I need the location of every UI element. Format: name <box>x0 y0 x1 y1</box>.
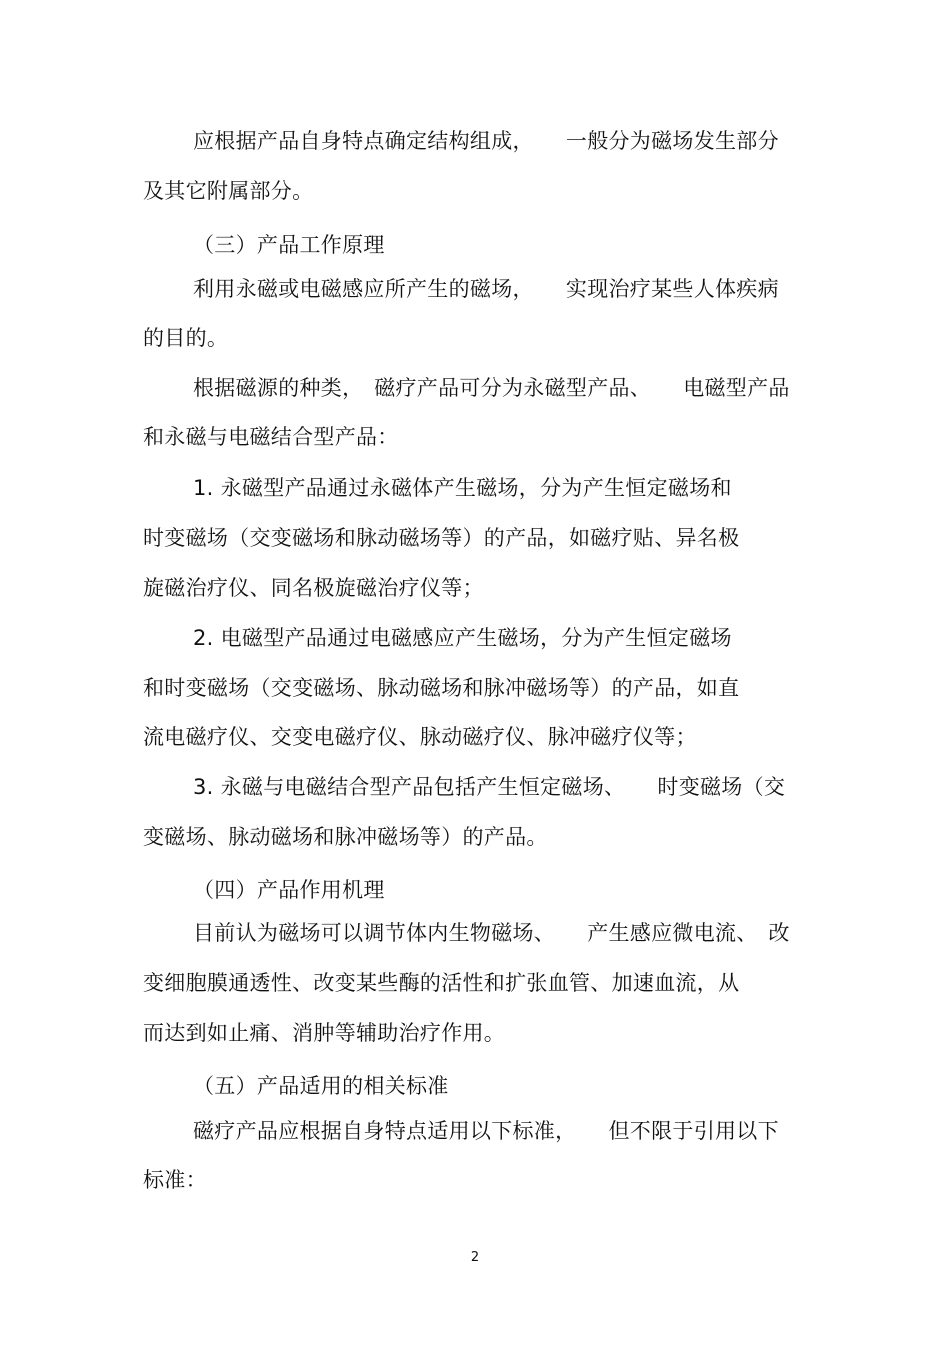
list-item: 1. 永磁型产品通过永磁体产生磁场，分为产生恒定磁场和 <box>193 476 732 500</box>
text-line: 应根据产品自身特点确定结构组成， 一般分为磁场发生部分 <box>193 129 779 153</box>
section-heading: （三）产品工作原理 <box>193 233 385 257</box>
text-line: 标准： <box>143 1168 207 1192</box>
page-number: 2 <box>470 1250 480 1265</box>
list-item: 2. 电磁型产品通过电磁感应产生磁场，分为产生恒定磁场 <box>193 626 732 650</box>
text-line: 变细胞膜通透性、改变某些酶的活性和扩张血管、加速血流，从 <box>143 971 740 995</box>
text-line: 时变磁场（交变磁场和脉动磁场等）的产品，如磁疗贴、异名极 <box>143 526 740 550</box>
section-heading: （五）产品适用的相关标准 <box>193 1074 449 1098</box>
text-line: 目前认为磁场可以调节体内生物磁场、 产生感应微电流、 改 <box>193 921 790 945</box>
section-heading: （四）产品作用机理 <box>193 878 385 902</box>
text-line: 变磁场、脉动磁场和脉冲磁场等）的产品。 <box>143 825 548 849</box>
list-item: 3. 永磁与电磁结合型产品包括产生恒定磁场、 时变磁场（交 <box>193 775 786 799</box>
text-line: 流电磁疗仪、交变电磁疗仪、脉动磁疗仪、脉冲磁疗仪等； <box>143 725 697 749</box>
text-line: 根据磁源的种类， 磁疗产品可分为永磁型产品、 电磁型产品 <box>193 376 790 400</box>
text-line: 的目的。 <box>143 326 229 350</box>
text-line: 和时变磁场（交变磁场、脉动磁场和脉冲磁场等）的产品，如直 <box>143 676 740 700</box>
text-line: 及其它附属部分。 <box>143 179 314 203</box>
text-line: 旋磁治疗仪、同名极旋磁治疗仪等； <box>143 576 484 600</box>
text-line: 利用永磁或电磁感应所产生的磁场， 实现治疗某些人体疾病 <box>193 277 779 301</box>
text-line: 而达到如止痛、消肿等辅助治疗作用。 <box>143 1021 506 1045</box>
text-line: 和永磁与电磁结合型产品： <box>143 425 399 449</box>
text-line: 磁疗产品应根据自身特点适用以下标准， 但不限于引用以下 <box>193 1119 779 1143</box>
